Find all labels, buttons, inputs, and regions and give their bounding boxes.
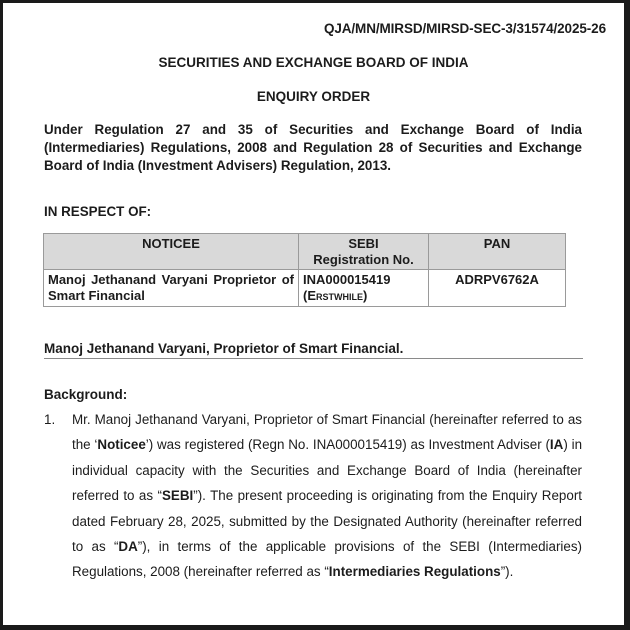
- table-row: [44, 270, 566, 307]
- defined-term-sebi: SEBI: [161, 488, 194, 504]
- organization-title: SECURITIES AND EXCHANGE BOARD OF INDIA: [158, 55, 469, 70]
- text-segment: ”).: [500, 564, 514, 580]
- cell-pan: ADRPV6762A: [429, 270, 566, 307]
- defined-term-noticee: Noticee: [97, 437, 146, 453]
- header-noticee: NOTICEE: [44, 234, 299, 270]
- registration-number: INA000015419: [303, 272, 391, 287]
- noticee-table: [43, 233, 566, 307]
- table-header-row: [44, 234, 566, 270]
- registration-note: (Erstwhile): [303, 288, 368, 303]
- document-type-title: ENQUIRY ORDER: [256, 89, 371, 104]
- cell-noticee: Manoj Jethanand Varyani Proprietor of Smart Financial: [44, 270, 299, 307]
- text-segment: Mr. Manoj Jethanand Varyani, Proprietor of Smart Financial (hereinafter referred to as the ‘: [72, 412, 582, 453]
- text-segment: ”), in terms of the applicable provisions of the SEBI (Intermediaries) Regulations, 2008 (hereinafter referred as “: [72, 539, 582, 580]
- text-segment: ) in individual capacity with the Securities and Exchange Board of India (hereinafter referred to as “: [72, 437, 583, 504]
- paragraph-number: 1.: [44, 412, 56, 427]
- text-segment: ’) was registered (Regn No. INA000015419) as Investment Adviser (: [145, 437, 550, 453]
- text-segment: ”). The present proceeding is originating from the Enquiry Report dated February 28, 2025, submitted by the Designated Authority (hereinafter referred to as “: [72, 488, 582, 555]
- background-paragraph: [44, 407, 582, 585]
- document-page: [3, 3, 624, 625]
- in-respect-of-label: IN RESPECT OF:: [44, 204, 152, 219]
- defined-term-da: DA: [118, 539, 138, 555]
- header-registration: [299, 234, 429, 270]
- noticee-heading: Manoj Jethanand Varyani, Proprietor of Smart Financial.: [44, 341, 583, 359]
- reference-number: QJA/MN/MIRSD/MIRSD-SEC-3/31574/2025-26: [323, 21, 606, 36]
- regulation-intro: Under Regulation 27 and 35 of Securities and Exchange Board of India (Intermediaries) Regulations, 2008 and Regulation 28 of Securities and Exchange Board of India (Investment Advisers) Regulation, 2013.: [44, 122, 582, 173]
- header-registration-line1: SEBI: [348, 236, 379, 251]
- defined-term-intermediaries-regulations: Intermediaries Regulations: [328, 564, 501, 580]
- header-pan: PAN: [429, 234, 566, 270]
- cell-registration: [299, 270, 429, 307]
- defined-term-ia: IA: [549, 437, 564, 453]
- background-heading: Background:: [44, 387, 128, 402]
- paragraph-text: [72, 407, 582, 585]
- header-registration-line2: Registration No.: [313, 252, 414, 267]
